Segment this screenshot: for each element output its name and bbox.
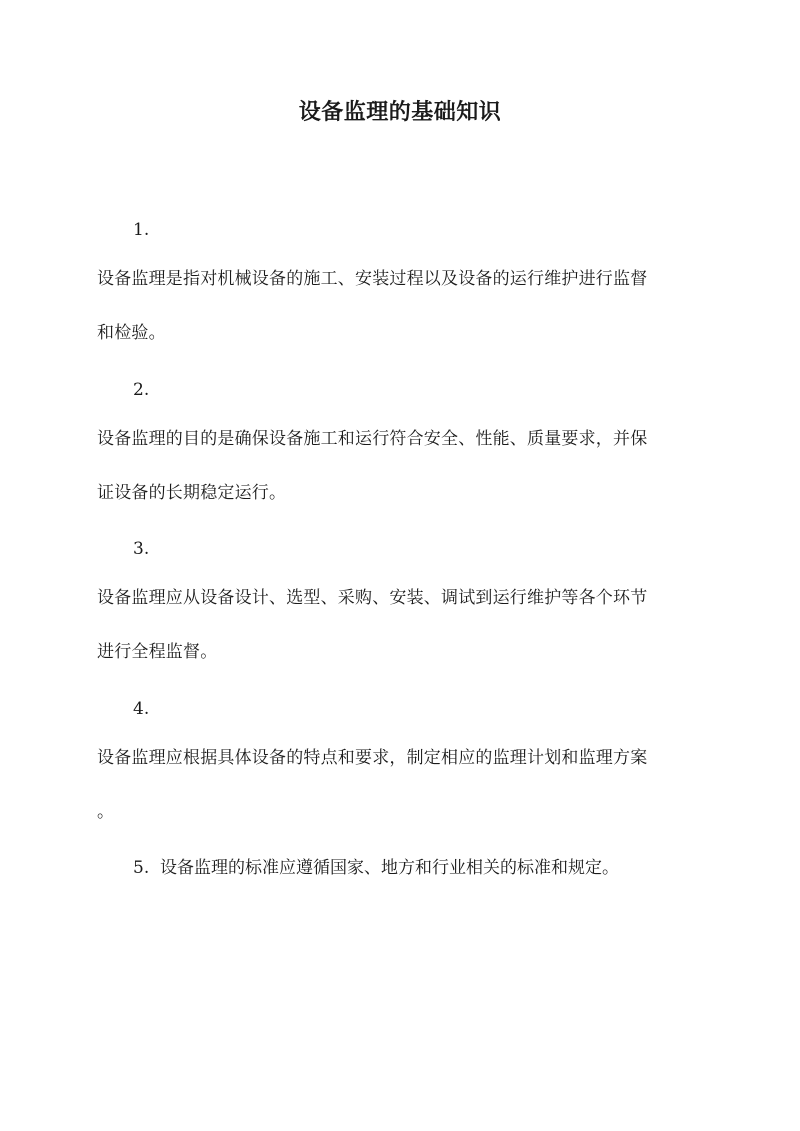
- item-4-text: [97, 731, 707, 839]
- item-3-text: [97, 571, 707, 679]
- item-1-text: [97, 252, 707, 360]
- item-4-line-1: 设备监理应根据具体设备的特点和要求，制定相应的监理计划和监理方案: [97, 748, 648, 768]
- item-1-line-2: 和检验。: [97, 323, 166, 343]
- item-5-text: 5. 设备监理的标准应遵循国家、地方和行业相关的标准和规定。: [133, 858, 620, 878]
- item-3-number: 3.: [133, 539, 150, 559]
- item-2-line-1: 设备监理的目的是确保设备施工和运行符合安全、性能、质量要求，并保: [97, 429, 648, 449]
- item-2-text: [97, 412, 707, 520]
- item-4-number: 4.: [133, 699, 150, 719]
- item-2-number: 2.: [133, 380, 150, 400]
- item-4-line-2: 。: [97, 802, 115, 822]
- item-3-line-2: 进行全程监督。: [97, 642, 218, 662]
- item-3-line-1: 设备监理应从设备设计、选型、采购、安装、调试到运行维护等各个环节: [97, 588, 648, 608]
- item-1-line-1: 设备监理是指对机械设备的施工、安装过程以及设备的运行维护进行监督: [97, 269, 648, 289]
- item-2-line-2: 证设备的长期稳定运行。: [97, 483, 287, 503]
- item-1-number: 1.: [133, 220, 150, 240]
- document-title: 设备监理的基础知识: [298, 99, 502, 125]
